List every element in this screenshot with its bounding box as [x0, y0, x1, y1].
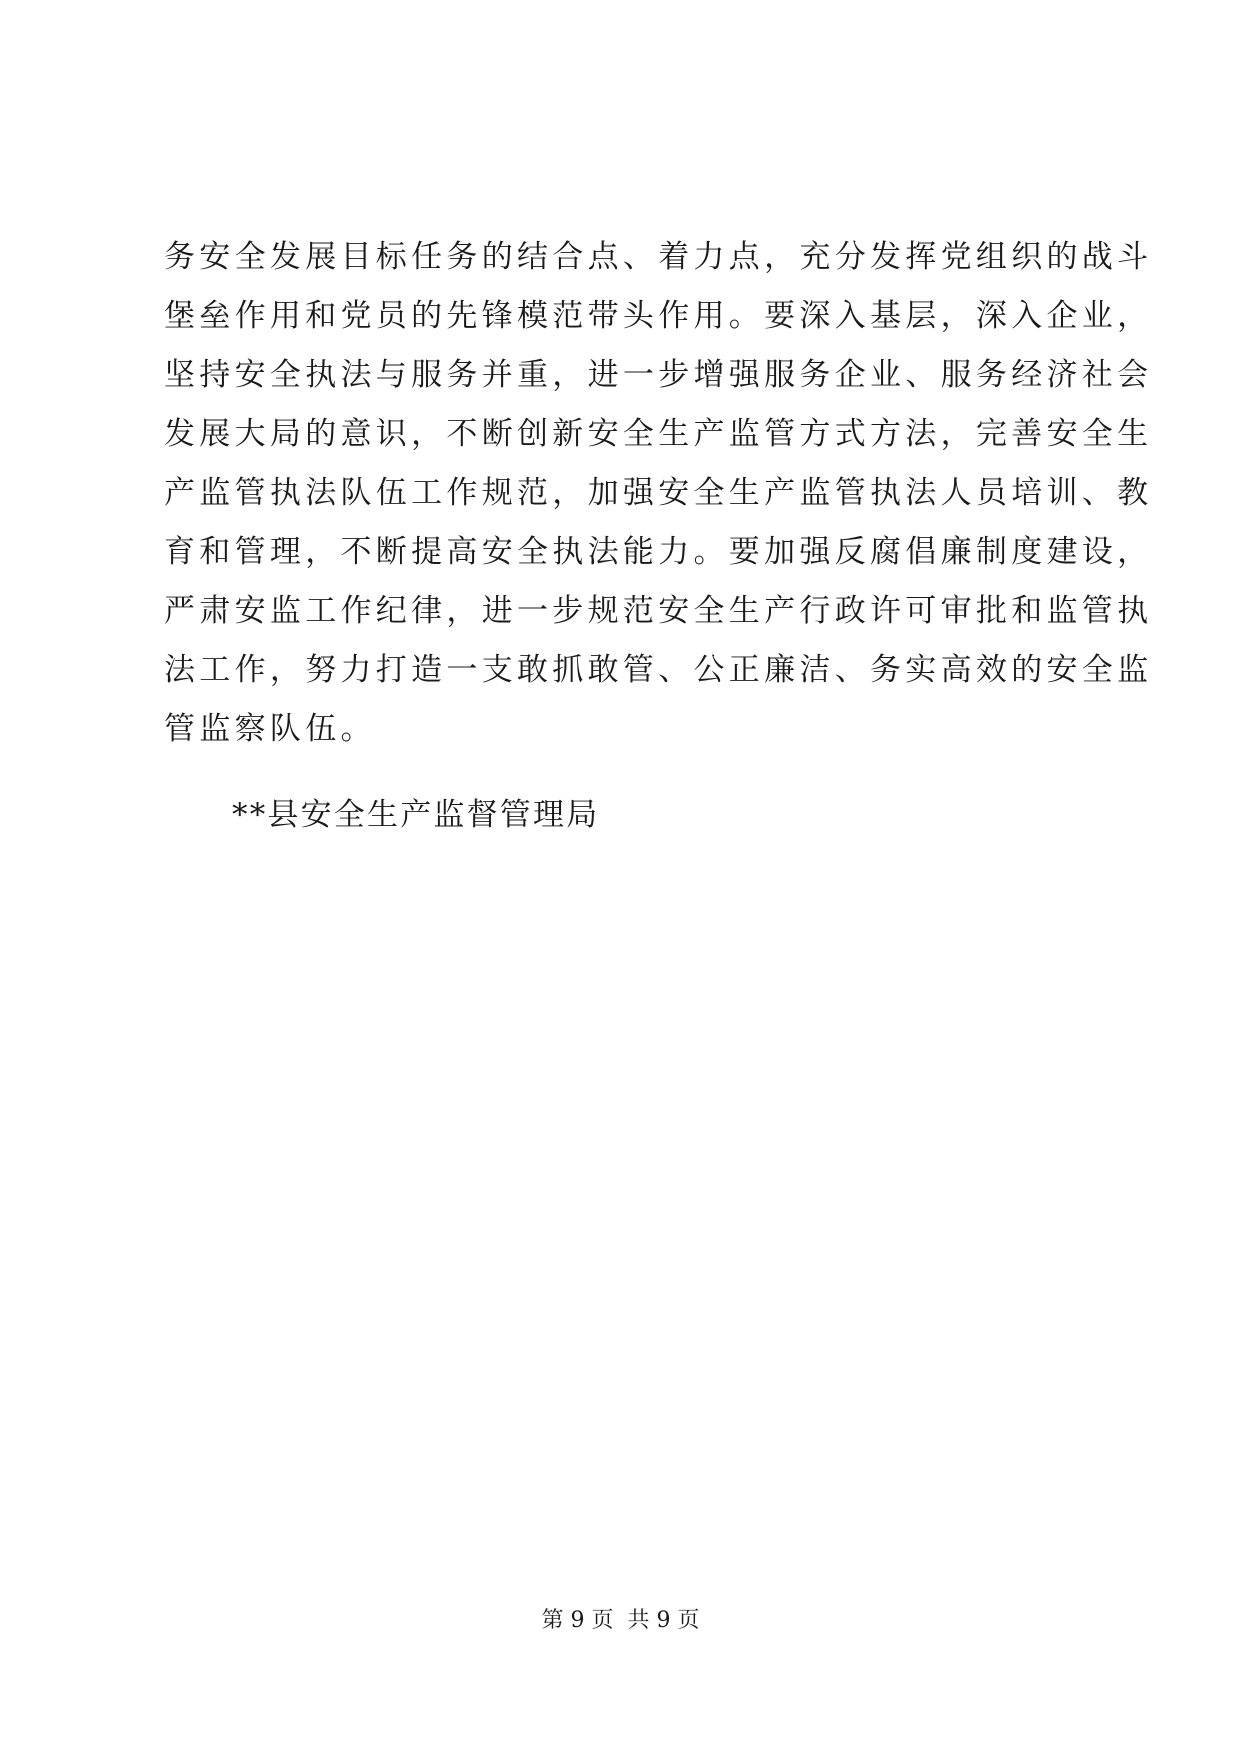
- body-line: 法工作，努力打造一支敢抓敢管、公正廉洁、务实高效的安全监: [164, 652, 1153, 688]
- body-line: 发展大局的意识，不断创新安全生产监管方式方法，完善安全生: [164, 416, 1153, 452]
- body-line: 务安全发展目标任务的结合点、着力点，充分发挥党组织的战斗: [164, 239, 1153, 275]
- body-line: 育和管理，不断提高安全执法能力。要加强反腐倡廉制度建设，: [164, 534, 1153, 570]
- body-line: 堡垒作用和党员的先锋模范带头作用。要深入基层，深入企业，: [164, 298, 1153, 334]
- body-line: 产监管执法队伍工作规范，加强安全生产监管执法人员培训、教: [164, 475, 1153, 511]
- body-line: 管监察队伍。: [164, 711, 376, 747]
- body-line: 严肃安监工作纪律，进一步规范安全生产行政许可审批和监管执: [164, 593, 1153, 629]
- page-total: 共 9 页: [627, 1608, 700, 1633]
- body-line: 坚持安全执法与服务并重，进一步增强服务企业、服务经济社会: [164, 357, 1153, 393]
- signature: **县安全生产监督管理局: [232, 797, 600, 833]
- page-footer: [0, 1606, 1241, 1636]
- body-text: [164, 228, 1153, 759]
- page-number: 第 9 页: [541, 1608, 614, 1633]
